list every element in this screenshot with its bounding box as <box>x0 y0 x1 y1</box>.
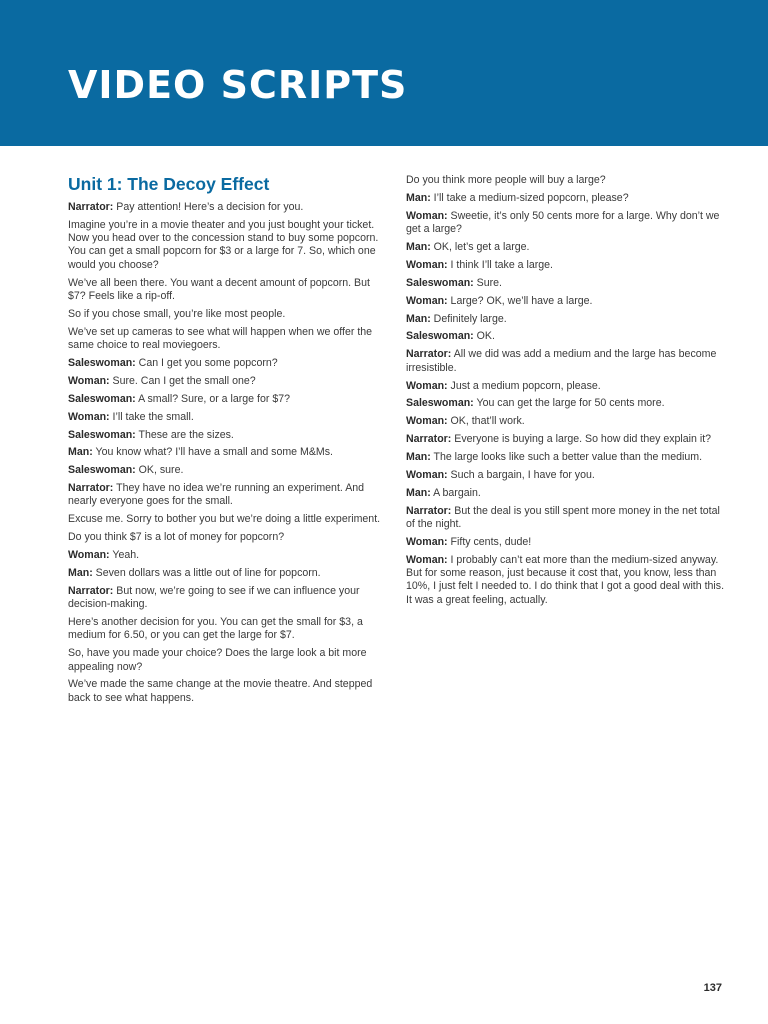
script-paragraph <box>68 549 386 562</box>
script-paragraph <box>406 259 724 272</box>
script-paragraph <box>406 313 724 326</box>
speaker-label: Narrator: <box>68 482 114 495</box>
left-column <box>68 173 386 710</box>
speaker-label: Man: <box>68 567 93 580</box>
speaker-label: Woman: <box>406 258 448 271</box>
page-number: 137 <box>703 982 722 994</box>
speaker-label: Woman: <box>68 374 110 387</box>
script-paragraph <box>68 429 386 442</box>
speaker-label: Narrator: <box>68 201 114 213</box>
line-text: OK, sure. <box>138 464 184 477</box>
line-text: Excuse me. Sorry to bother you but we’re doing a little experiment. <box>68 513 381 526</box>
script-paragraph <box>406 241 724 254</box>
speaker-label: Saleswoman: <box>68 428 136 441</box>
line-text: They have no idea we’re running an experiment. And nearly everyone goes for the small. <box>68 482 365 508</box>
script-paragraph <box>68 219 386 272</box>
speaker-label: Woman: <box>406 209 448 222</box>
speaker-label: Woman: <box>406 468 448 481</box>
line-text: You can get the large for 50 cents more. <box>476 397 665 410</box>
script-paragraph <box>406 380 724 393</box>
line-text: Do you think more people will buy a large? <box>406 174 606 186</box>
line-text: You know what? I’ll have a small and some M&Ms. <box>95 446 333 459</box>
line-text: Sure. Can I get the small one? <box>112 374 256 387</box>
speaker-label: Saleswoman: <box>406 276 474 289</box>
line-text: The large looks like such a better value than the medium. <box>433 451 703 464</box>
script-paragraph <box>68 446 386 459</box>
line-text: Sure. <box>476 276 502 289</box>
speaker-label: Man: <box>406 486 431 499</box>
script-paragraph <box>406 415 724 428</box>
line-text: Do you think $7 is a lot of money for popcorn? <box>68 531 285 544</box>
line-text: Seven dollars was a little out of line for popcorn. <box>95 567 321 580</box>
speaker-label: Saleswoman: <box>68 356 136 369</box>
script-paragraph <box>68 308 386 321</box>
speaker-label: Narrator: <box>406 504 452 517</box>
speaker-label: Saleswoman: <box>68 392 136 405</box>
script-paragraph <box>68 277 386 304</box>
right-script-paragraphs <box>406 174 724 607</box>
script-paragraph <box>68 464 386 477</box>
script-paragraph <box>406 330 724 343</box>
line-text: Such a bargain, I have for you. <box>450 468 595 481</box>
speaker-label: Man: <box>68 446 93 459</box>
script-paragraph <box>68 326 386 353</box>
speaker-label: Saleswoman: <box>406 397 474 410</box>
speaker-label: Woman: <box>406 415 448 428</box>
script-paragraph <box>68 375 386 388</box>
speaker-label: Woman: <box>406 535 448 548</box>
right-column <box>406 174 724 612</box>
speaker-label: Man: <box>406 451 431 464</box>
speaker-label: Woman: <box>68 549 110 562</box>
speaker-label: Saleswoman: <box>406 330 474 343</box>
line-text: All we did was add a medium and the large has become irresistible. <box>406 348 717 374</box>
script-paragraph <box>68 357 386 370</box>
script-paragraph <box>68 567 386 580</box>
script-paragraph <box>68 393 386 406</box>
speaker-label: Woman: <box>406 294 448 307</box>
script-paragraph <box>68 482 386 509</box>
page-title: VIDEO SCRIPTS <box>68 63 408 107</box>
line-text: Yeah. <box>112 549 140 562</box>
script-paragraph <box>406 505 724 532</box>
speaker-label: Narrator: <box>406 348 452 361</box>
line-text: OK, let’s get a large. <box>433 240 530 253</box>
left-script-paragraphs <box>68 201 386 705</box>
line-text: I think I’ll take a large. <box>450 258 554 271</box>
line-text: Here’s another decision for you. You can get the small for $3, a medium for 6.50, or you can get the large for $7. <box>68 616 363 642</box>
script-paragraph <box>406 487 724 500</box>
script-paragraph <box>406 554 724 607</box>
line-text: But now, we’re going to see if we can influence your decision-making. <box>68 584 360 611</box>
script-paragraph <box>68 678 386 705</box>
line-text: Just a medium popcorn, please. <box>450 379 601 392</box>
speaker-label: Woman: <box>406 379 448 392</box>
line-text: Sweetie, it’s only 50 cents more for a large. Why don’t we get a large? <box>406 209 720 236</box>
script-paragraph <box>68 616 386 643</box>
line-text: We’ve made the same change at the movie theatre. And stepped back to see what happens. <box>68 678 373 704</box>
speaker-label: Woman: <box>68 410 110 423</box>
line-text: Imagine you’re in a movie theater and you just bought your ticket. Now you head over to the concession stand to buy some popcorn. You can get a small popcorn for $3 or a large for 7. So, which one would you choose? <box>68 218 379 271</box>
line-text: So, have you made your choice? Does the large look a bit more appealing now? <box>68 647 367 673</box>
line-text: I’ll take a medium-sized popcorn, please? <box>433 191 629 204</box>
script-paragraph <box>406 469 724 482</box>
script-paragraph <box>68 411 386 424</box>
script-paragraph <box>406 536 724 549</box>
script-paragraph <box>406 451 724 464</box>
line-text: So if you chose small, you’re like most people. <box>68 307 286 320</box>
header-banner <box>0 0 768 146</box>
speaker-label: Man: <box>406 240 431 253</box>
line-text: Everyone is buying a large. So how did they explain it? <box>454 433 712 446</box>
line-text: I’ll take the small. <box>112 410 194 423</box>
line-text: OK, that’ll work. <box>450 415 525 428</box>
script-paragraph <box>68 201 386 214</box>
line-text: A small? Sure, or a large for $7? <box>138 392 291 405</box>
script-paragraph <box>68 647 386 674</box>
speaker-label: Narrator: <box>68 584 114 597</box>
line-text: We’ve set up cameras to see what will happen when we offer the same choice to real moviegoers. <box>68 325 373 352</box>
line-text: A bargain. <box>433 486 481 499</box>
speaker-label: Man: <box>406 191 431 204</box>
line-text: We’ve all been there. You want a decent amount of popcorn. But $7? Feels like a rip-off. <box>68 276 370 302</box>
line-text: These are the sizes. <box>138 428 234 441</box>
speaker-label: Man: <box>406 312 431 325</box>
script-paragraph <box>406 192 724 205</box>
line-text: OK. <box>476 330 495 343</box>
line-text: Large? OK, we’ll have a large. <box>450 294 593 307</box>
script-paragraph <box>68 531 386 544</box>
speaker-label: Woman: <box>406 553 448 566</box>
script-paragraph <box>68 513 386 526</box>
script-paragraph <box>406 277 724 290</box>
script-paragraph <box>406 174 724 187</box>
line-text: Fifty cents, dude! <box>450 535 532 548</box>
speaker-label: Saleswoman: <box>68 464 136 477</box>
speaker-label: Narrator: <box>406 433 452 446</box>
line-text: I probably can’t eat more than the medium-sized anyway. But for some reason, just because it cost that, you know, less than 10%, I just felt I needed to. I do think that I got a good deal with this. It was a great feeling, actually. <box>406 553 725 606</box>
script-paragraph <box>406 397 724 410</box>
line-text: Can I get you some popcorn? <box>138 356 278 369</box>
script-paragraph <box>68 585 386 612</box>
script-paragraph <box>406 433 724 446</box>
unit-title: Unit 1: The Decoy Effect <box>68 174 270 194</box>
line-text: But the deal is you still spent more money in the net total of the night. <box>406 504 720 531</box>
line-text: Definitely large. <box>433 312 507 325</box>
script-paragraph <box>406 348 724 375</box>
line-text: Pay attention! Here’s a decision for you. <box>116 201 304 213</box>
script-paragraph <box>406 210 724 237</box>
script-paragraph <box>406 295 724 308</box>
